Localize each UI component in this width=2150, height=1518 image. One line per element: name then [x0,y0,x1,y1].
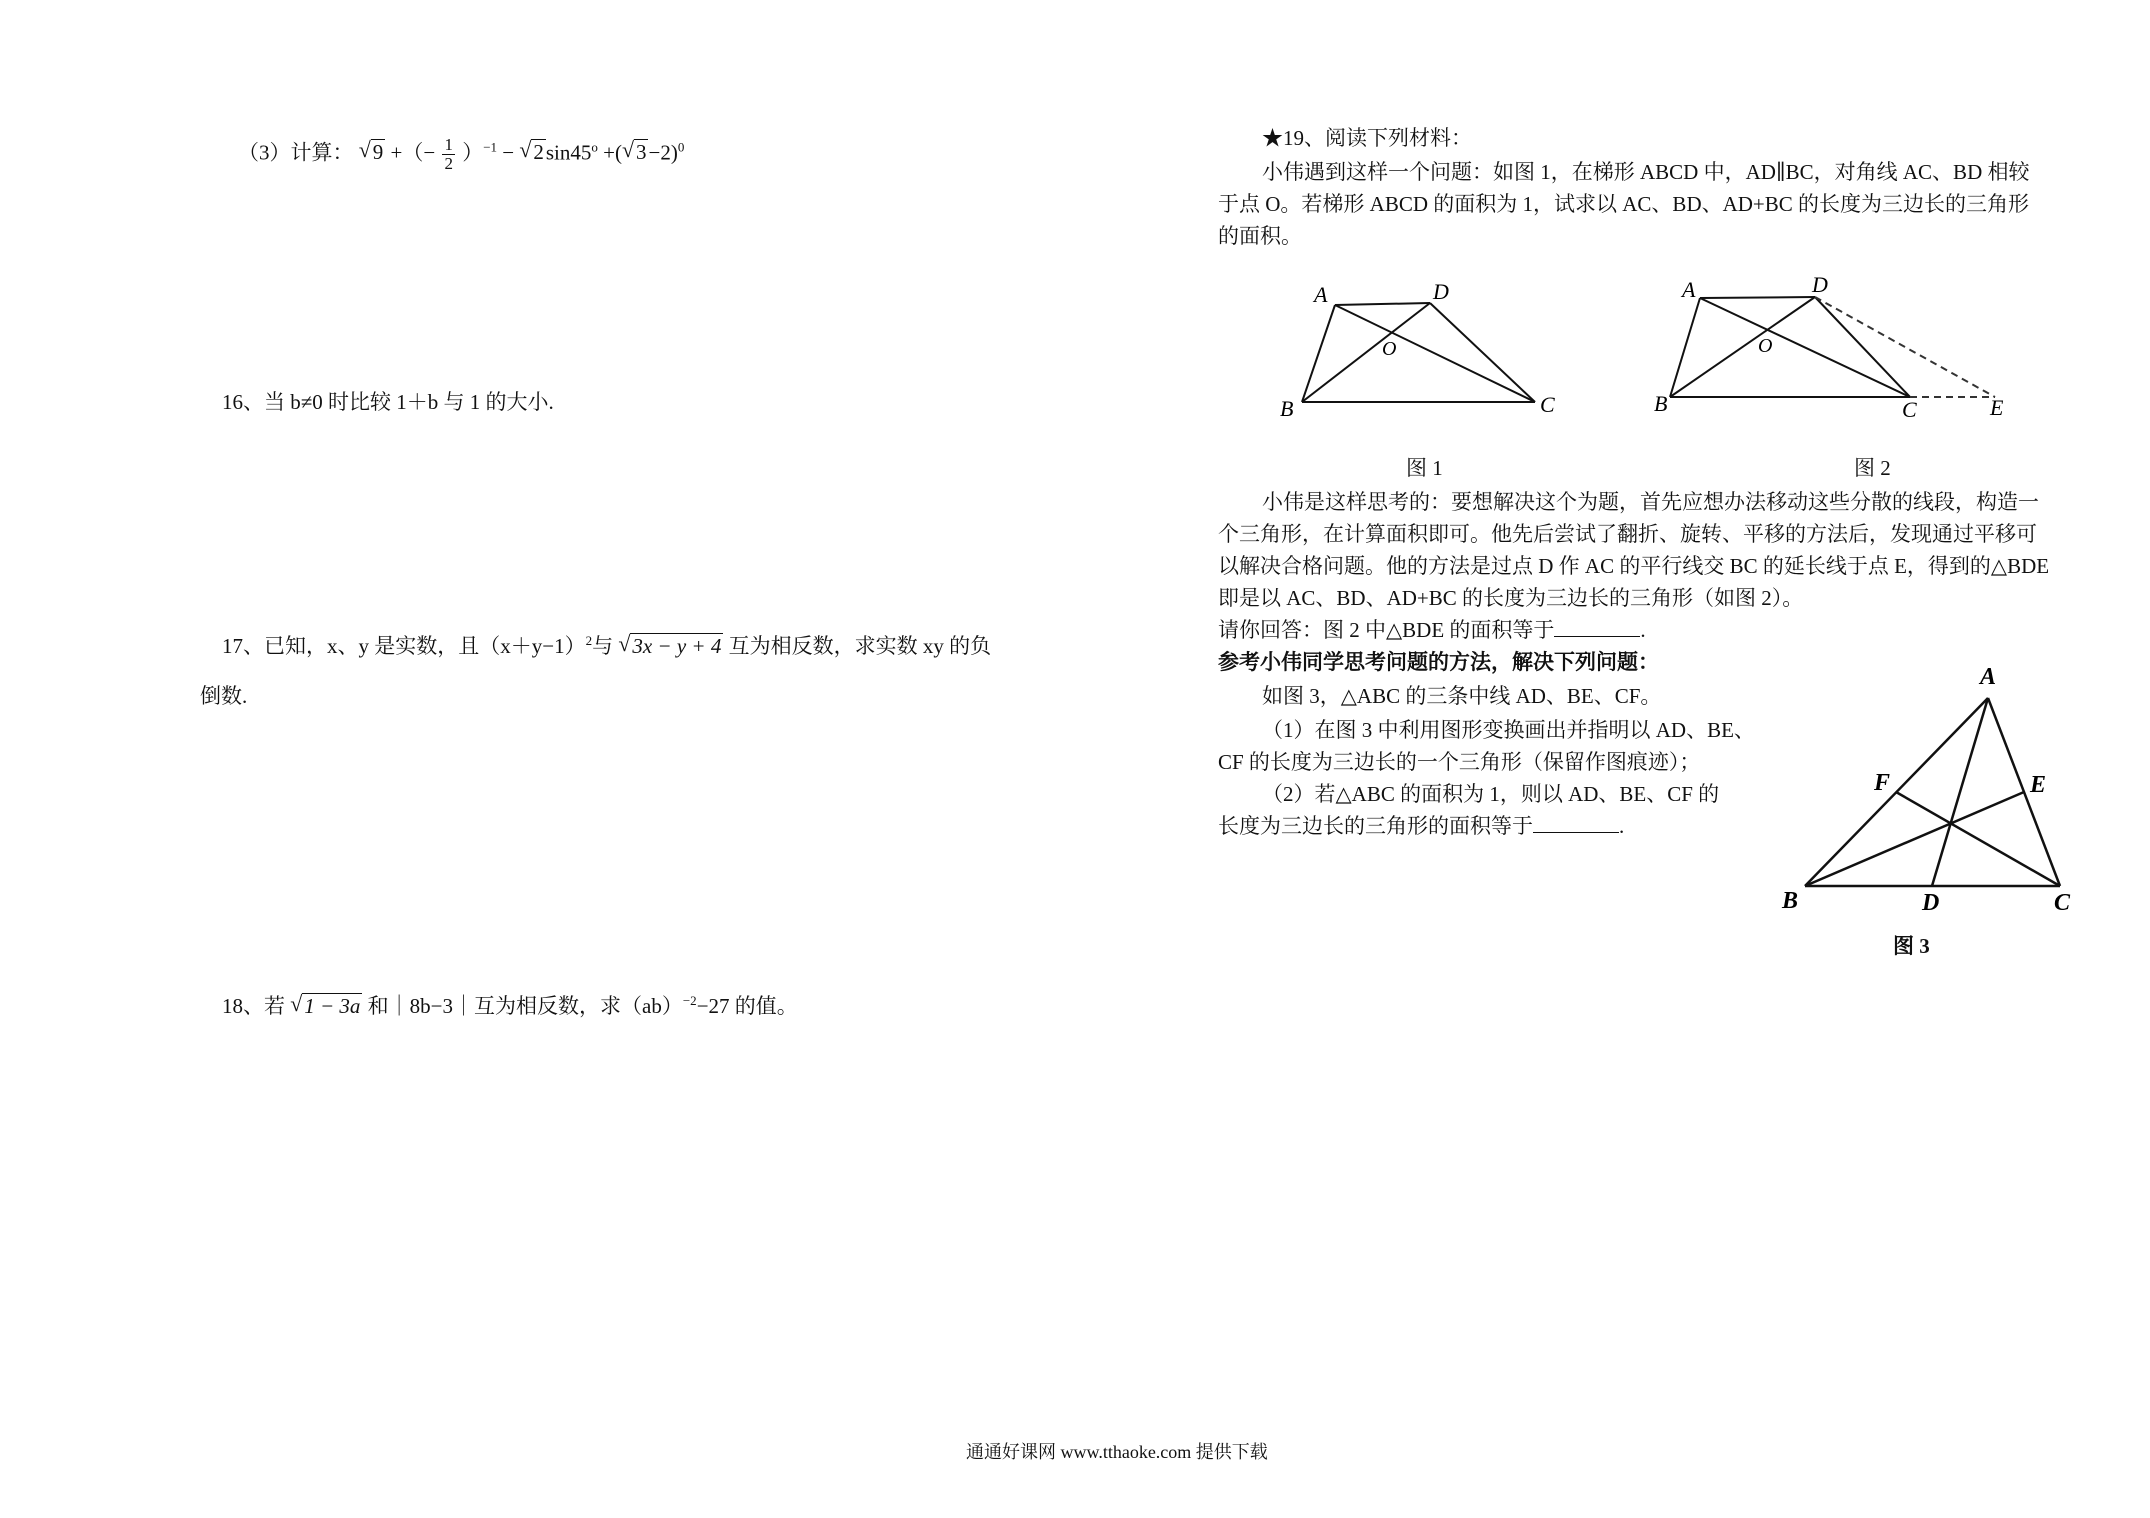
q19-sub2-end: . [1619,814,1625,838]
sqrt9-radical: √ 9 [358,137,384,165]
fraction-one-half: $\frac{1}{2}$ [444,135,453,173]
q18-mid: 和｜8b−3｜互为相反数，求（ab） [367,994,683,1018]
fig1-bd [1302,303,1430,402]
sqrt2-radical: √ 2 [519,137,544,165]
q15-exp0: 0 [677,139,685,155]
figure-1-caption: 图 1 [1406,456,1443,480]
question-17 [222,630,991,660]
fig1-label-c: C [1540,392,1555,417]
q19-sub2-line2 [1218,810,1624,840]
q19-para1-line3: 的面积。 [1218,224,1302,248]
fig3-median-cf [1896,792,2060,886]
q19-sub1-line2: CF 的长度为三边长的一个三角形（保留作图痕迹）； [1218,750,1701,774]
q18-after: −27 的值。 [696,994,798,1018]
fig1-ad [1335,303,1430,305]
q15-minus: − [502,140,515,165]
q19-fig3-intro: 如图 3，△ABC 的三条中线 AD、BE、CF。 [1262,684,1662,708]
question-17-line2: 倒数. [200,684,248,708]
fig1-dc [1430,303,1535,402]
sqrt3-radical: √ 3 [621,137,647,165]
fig2-label-e: E [1990,395,2004,420]
fig2-label-b: B [1654,391,1668,416]
q15-degree: o [591,139,598,155]
q18-radical: √ 1 − 3a [290,991,361,1018]
q18-before: 18、若 [222,994,285,1018]
figure-2-caption: 图 2 [1854,456,1891,480]
fig2-ab [1670,298,1700,397]
page-footer: 通通好课网 www.tthaoke.com 提供下载 [966,1442,1268,1462]
q19-answer-end: . [1640,618,1646,642]
fig1-label-o: O [1382,338,1397,360]
q15-exp-neg1: −1 [483,139,498,155]
q17-before: 17、已知，x、y 是实数，且（x＋y−1） [222,634,586,658]
fig2-label-c: C [1902,397,1917,422]
fig3-label-b: B [1782,888,1799,914]
q19-sub2-line1: （2）若△ABC 的面积为 1，则以 AD、BE、CF 的 [1262,782,1720,806]
q15-plus-open: +（− [390,140,436,165]
fig3-median-be [1805,792,2024,886]
q19-para2-line4: 即是以 AC、BD、AD+BC 的长度为三边长的三角形（如图 2）。 [1218,586,1804,610]
q17-sup: 2 [585,633,593,648]
q17-after: 互为相反数，求实数 xy 的负 [728,634,992,658]
fig2-label-a: A [1682,277,1696,302]
fig1-label-b: B [1280,396,1294,421]
fig2-label-d: D [1812,272,1828,297]
fig3-label-a: A [1980,664,1997,690]
q19-answer-prompt: 请你回答：图 2 中△BDE 的面积等于 [1218,618,1555,642]
fig3-label-f: F [1874,770,1891,796]
fig2-label-o: O [1758,335,1773,357]
q19-para2-line2: 个三角形，在计算面积即可。他先后尝试了翻折、旋转、平移的方法后，发现通过平移可 [1218,522,2037,546]
q17-mid: 与 [592,634,614,658]
figure-2-trapezoid [1640,270,2020,425]
fig3-label-c: C [2054,890,2071,916]
question-15-3 [238,136,684,173]
figure-3-triangle [1770,660,2080,920]
q19-para1-line1: 小伟遇到这样一个问题：如图 1，在梯形 ABCD 中，AD∥BC，对角线 AC、BD 相较 [1262,160,2030,184]
fig2-ac [1700,298,1910,397]
q15-close-paren: ） [462,140,484,165]
fig2-bd [1670,297,1815,397]
q15-plus-paren: +( [603,140,622,165]
question-16: 16、当 b≠0 时比较 1＋b 与 1 的大小. [222,390,554,414]
q17-radical: √ 3x − y + 4 [618,631,722,658]
q15-minus-two: −2) [648,140,678,165]
q19-sub2-blank[interactable] [1533,816,1619,833]
q19-sub1-line1: （1）在图 3 中利用图形变换画出并指明以 AD、BE、 [1262,718,1755,742]
q19-title: ★19、阅读下列材料： [1262,126,1472,150]
fig1-ab [1302,305,1335,402]
figure-3-caption: 图 3 [1893,934,1930,958]
fig2-ad [1700,297,1815,298]
fig1-label-d: D [1433,279,1449,304]
fig3-label-e: E [2030,772,2047,798]
q19-answer-line [1218,614,1646,644]
q19-bold-instruction: 参考小伟同学思考问题的方法，解决下列问题： [1218,650,1659,674]
figure-1-trapezoid [1270,275,1570,425]
fig3-label-d: D [1922,890,1940,916]
fig1-label-a: A [1314,282,1328,307]
q15-sin: sin45 [545,140,592,165]
fig2-de-dashed [1815,297,1995,397]
fig2-dc [1815,297,1910,397]
question-18 [222,990,798,1020]
q19-sub2-text: 长度为三边长的三角形的面积等于 [1218,814,1533,838]
q18-sup: −2 [682,993,697,1008]
q19-para1-line2: 于点 O。若梯形 ABCD 的面积为 1，试求以 AC、BD、AD+BC 的长度为三边长的三角形 [1218,192,2030,216]
q19-para2-line1: 小伟是这样思考的：要想解决这个为题，首先应想办法移动这些分散的线段，构造一 [1262,490,2039,514]
q15-prefix: （3）计算： [238,140,354,165]
q19-para2-line3: 以解决合格问题。他的方法是过点 D 作 AC 的平行线交 BC 的延长线于点 E，得到的△BDE [1218,554,2050,578]
q19-answer-blank[interactable] [1554,620,1640,637]
